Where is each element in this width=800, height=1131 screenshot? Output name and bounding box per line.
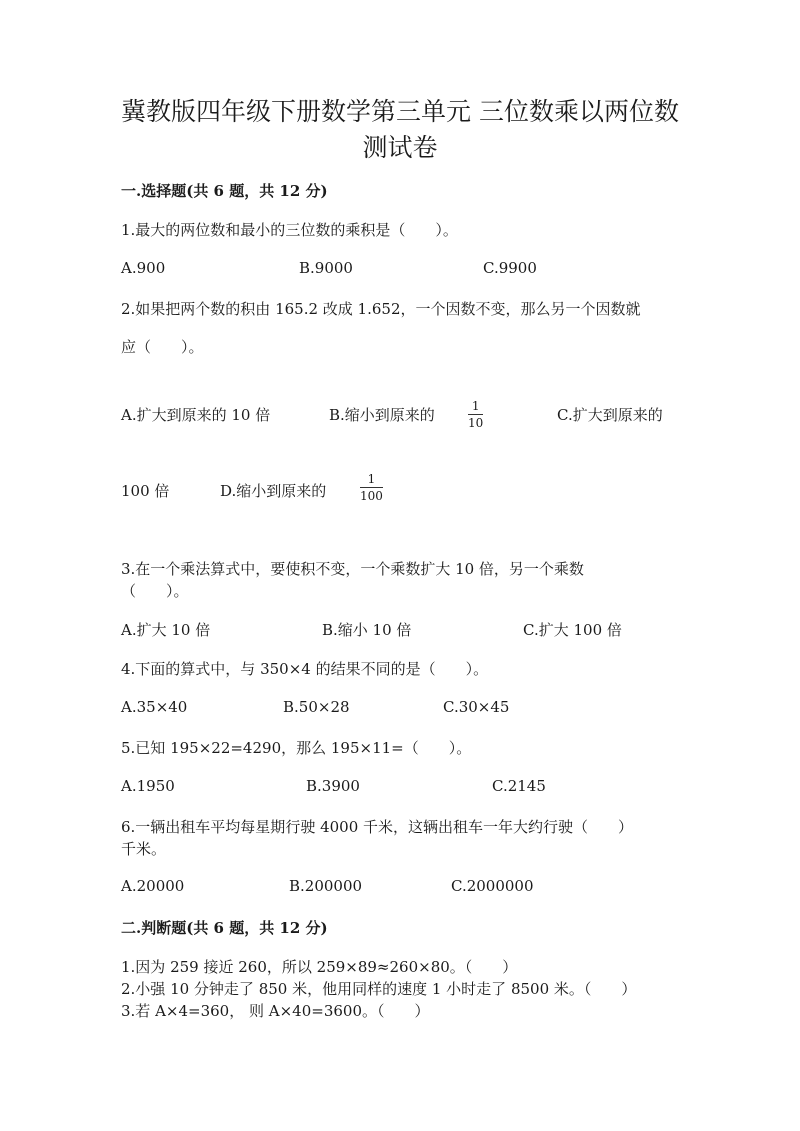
question-6-option-c: C.2000000 [451,877,534,895]
judgment-item-1: 1.因为 259 接近 260，所以 259×89≈260×80。（ ） [121,958,518,976]
question-2-option-b: B.缩小到原来的 [329,406,435,424]
section2-heading: 二.判断题(共 6 题，共 12 分) [121,919,328,937]
fraction-numerator: 1 [471,399,480,413]
question-1-text: 1.最大的两位数和最小的三位数的乘积是（ ）。 [121,221,458,239]
question-6-text-line1: 6.一辆出租车平均每星期行驶 4000 千米，这辆出租车一年大约行驶（ ） [121,818,634,836]
fraction-numerator: 1 [367,472,376,486]
page-title-line1: 冀教版四年级下册数学第三单元 三位数乘以两位数 [121,97,679,126]
question-2-text-line2: 应（ ）。 [121,338,204,356]
question-4-text: 4.下面的算式中，与 350×4 的结果不同的是（ ）。 [121,660,489,678]
section1-heading: 一.选择题(共 6 题，共 12 分) [121,182,328,200]
question-3-option-a: A.扩大 10 倍 [121,621,211,639]
judgment-item-2: 2.小强 10 分钟走了 850 米，他用同样的速度 1 小时走了 8500 米。（ ） [121,980,637,998]
fraction-bar [468,414,483,415]
question-3-option-c: C.扩大 100 倍 [523,621,622,639]
question-2-option-b-fraction [468,399,483,430]
question-6-option-b: B.200000 [289,877,363,895]
question-6-option-a: A.20000 [121,877,185,895]
question-2-option-d: D.缩小到原来的 [220,482,327,500]
question-5-option-c: C.2145 [492,777,546,795]
question-6-text-line2: 千米。 [121,840,167,858]
fraction-denominator: 10 [468,416,484,430]
question-4-option-c: C.30×45 [443,698,510,716]
question-1-option-a: A.900 [121,259,166,277]
question-3-option-b: B.缩小 10 倍 [322,621,412,639]
question-2-text-line1: 2.如果把两个数的积由 165.2 改成 1.652，一个因数不变，那么另一个因数就 [121,300,641,318]
question-4-option-a: A.35×40 [121,698,188,716]
question-5-option-a: A.1950 [121,777,175,795]
question-5-option-b: B.3900 [306,777,360,795]
question-2-option-d-fraction [360,472,383,503]
question-2-option-a: A.扩大到原来的 10 倍 [121,406,271,424]
judgment-item-3: 3.若 A×4=360， 则 A×40=3600。（ ） [121,1002,430,1020]
fraction-denominator: 100 [360,489,383,503]
question-5-text: 5.已知 195×22=4290，那么 195×11=（ ）。 [121,739,472,757]
question-2-option-c-continued: 100 倍 [121,482,170,500]
question-4-option-b: B.50×28 [283,698,350,716]
question-1-option-c: C.9900 [483,259,537,277]
question-3-text-line1: 3.在一个乘法算式中，要使积不变，一个乘数扩大 10 倍，另一个乘数 [121,560,584,578]
question-2-option-c: C.扩大到原来的 [557,406,663,424]
question-1-option-b: B.9000 [299,259,353,277]
fraction-bar [360,487,383,488]
page-title-line2: 测试卷 [362,133,438,162]
question-3-text-line2: （ ）。 [121,582,189,600]
